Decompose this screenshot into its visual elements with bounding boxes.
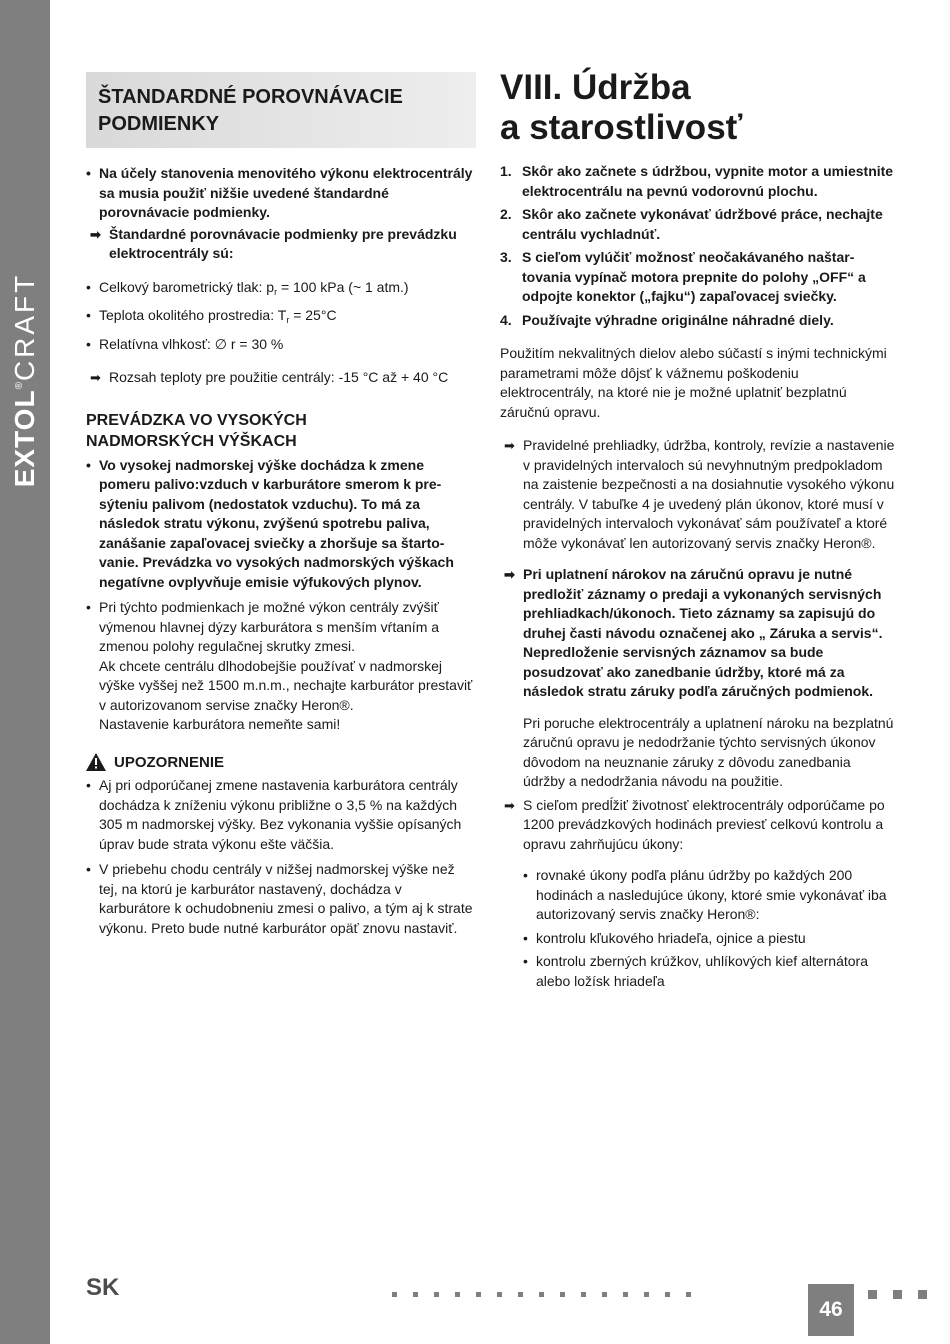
step-number: 1.	[500, 163, 512, 179]
step-item	[500, 205, 895, 244]
arrow-item: ➡ S cieľom predĺžiť životnosť elektrocentrály odporúčame po 1200 prevádzkových hodinách previesť celkovú kontrolu a opravu zahrňujúcu úkony:	[504, 796, 885, 852]
warning-list	[86, 776, 476, 938]
list-item: • rovnaké úkony podľa plánu údržby po každých 200 hodinách a nasledujúce úkony, ktoré smie vykonávať iba autorizovaný servis značky Heron®:	[523, 866, 895, 925]
footer-square	[893, 1290, 902, 1299]
footer-dot	[644, 1292, 649, 1297]
footer-dot	[560, 1292, 565, 1297]
list-item: • kontrolu kľukového hriadeľa, ojnice a piestu	[523, 929, 895, 949]
steps-list	[500, 162, 895, 330]
footer-dots	[392, 1292, 691, 1297]
footer-dot	[539, 1292, 544, 1297]
list-item: • Vo vysokej nadmorskej výške dochádza k zmene pomeru palivo:vzduch v karburátore smerom k presýteniu palivom (nedostatok vzduchu). To má za následok stratu výkonu, zvýšenú spotrebu paliva, zanášanie zapaľovacej sviečky a zhoršuje sa štartovanie. Prevádzka vo vysokých nadmorských výškach negatívne ovplyvňuje emisie výfukových plynov.	[86, 456, 476, 593]
page-title: VIII. Údržba a starostlivosť	[500, 68, 743, 147]
footer-dot	[455, 1292, 460, 1297]
left-column	[86, 72, 476, 938]
sidebar	[0, 0, 50, 1344]
list-item: • Pri týchto podmienkach je možné výkon centrály zvýšiť výmenou hlavnej dýzy karburátora s menším vŕtaním a zmenou polohy regulačnej skrutky zmesi. Ak chcete centrálu dlhodobejšie používať v nadmorskej výške vyššej než 1500 m.n.m., nechajte karburátor prestaviť v autorizovanom servise značky Heron®. Nastavenie karburátora nemeňte sami!	[86, 598, 476, 735]
arrow-item: ➡ Rozsah teploty pre použitie centrály: -15 °C až + 40 °C	[86, 368, 476, 388]
brand-logo: EXTOL®CRAFT	[9, 272, 40, 488]
list-item: • Relatívna vlhkosť: ∅ r = 30 %	[86, 335, 476, 355]
section-title: PREVÁDZKA VO VYSOKÝCH NADMORSKÝCH VÝŠKACH	[86, 411, 307, 450]
section-heading: ŠTANDARDNÉ POROVNÁVACIE PODMIENKY	[86, 72, 476, 148]
arrow-item: ➡ Pri uplatnení nárokov na záručnú opravu je nutné predložiť záznamy o predaji a vykonaných servisných prehliadkach/úkonoch. Tieto záznamy sa zapisujú do druhej časti návodu označenej ako „ Záruka a servis“. Nepredloženie servisných záznamov sa bude posudzovať ako zanedbanie údržby, ktoré má za následok stratu záruky podľa záručných podmienok.	[504, 566, 883, 699]
footer-dot	[665, 1292, 670, 1297]
list-item: • V priebehu chodu centrály v nižšej nadmorskej výške než tej, na ktorú je karburátor nastavený, dochádza v karburátore k ochudobneniu zmesi o palivo, a tým aj k strate výkonu. Preto bude nutné karburátor opäť znovu nastaviť.	[86, 860, 476, 938]
paragraph: Pri poruche elektrocentrály a uplatnení nároku na bezplatnú záručnú opravu je nedodržanie týchto servisných úkonov dôvodom na neuznanie záruky z dôvodu zanedbania údržby a nedodržania návodu na použitie.	[523, 714, 894, 789]
step-number: 2.	[500, 206, 512, 222]
step-item	[500, 248, 895, 307]
footer-dot	[686, 1292, 691, 1297]
altitude-list	[86, 456, 476, 735]
arrow-icon: ➡	[504, 797, 515, 813]
step-item	[500, 162, 895, 201]
step-number: 3.	[500, 249, 512, 265]
paragraph: Použitím nekvalitných dielov alebo súčastí s inými technickými parametrami môže dôjsť k vážnemu poškodeniu elektrocentrály, na ktoré nie je možné uplatniť bezplatnú záručnú opravu.	[500, 345, 887, 420]
footer-dot	[497, 1292, 502, 1297]
conditions-list	[86, 278, 476, 355]
sub-list	[523, 866, 895, 991]
arrow-icon: ➡	[90, 226, 101, 242]
list-item: • Na účely stanovenia menovitého výkonu elektrocentrály sa musia použiť nižšie uvedené štandardné porovnávacie podmienky.	[86, 164, 476, 223]
step-text: Používajte výhradne originálne náhradné diely.	[522, 311, 834, 328]
footer-square	[918, 1290, 927, 1299]
arrow-icon: ➡	[90, 370, 101, 385]
footer-dot	[623, 1292, 628, 1297]
arrow-item: ➡ Štandardné porovnávacie podmienky pre prevádzku elektrocentrály sú:	[90, 225, 457, 261]
list-item: • Teplota okolitého prostredia: $T_r = 25^\circ C$	[86, 306, 476, 331]
list-item: • kontrolu zberných krúžkov, uhlíkových kief alternátora alebo ložísk hriadeľa	[523, 952, 895, 991]
footer-square	[868, 1290, 877, 1299]
step-text: Skôr ako začnete s údržbou, vypnite motor a umiestnite elektrocentrálu na pevnú vodorovnú plochu.	[522, 163, 894, 199]
arrow-item: ➡ Pravidelné prehliadky, údržba, kontroly, revízie a nastavenie v pravidelných intervaloch sú nevyhnutným predpokladom na zaistenie bezpečnosti a na dosiahnutie vysokého výkonu centrály. V tabuľke 4 je uvedený plán úkonov, ktoré musí v pravidelných intervaloch vykonávať sám používateľ a ktoré môže vykonávať len autorizovaný servis značky Heron®.	[504, 437, 895, 551]
list-item: • Celkový barometrický tlak: $p_r = 100$ kPa (~ 1 atm.)	[86, 278, 476, 303]
footer-dot	[392, 1292, 397, 1297]
footer-dot	[413, 1292, 418, 1297]
step-number: 4.	[500, 311, 512, 328]
intro-list	[86, 164, 476, 223]
warning-title: UPOZORNENIE	[86, 753, 476, 773]
arrow-icon: ➡	[504, 567, 515, 582]
footer-dot	[434, 1292, 439, 1297]
step-text: S cieľom vylúčiť možnosť neočakávaného naštartovania vypínač motora prepnite do polohy „OFF“ a odpojte konektor („fajku“) zapaľovacej sviečky.	[522, 249, 866, 304]
footer-dot	[581, 1292, 586, 1297]
arrow-icon: ➡	[504, 438, 515, 453]
right-column	[500, 68, 895, 995]
footer-dot	[476, 1292, 481, 1297]
footer-dot	[602, 1292, 607, 1297]
list-item: • Aj pri odporúčanej zmene nastavenia karburátora centrály dochádza k zníženiu výkonu približne o 3,5 % na každých 305 m nadmorskej výšky. Bez vykonania vyššie opísaných úprav bude strata výkonu ešte väčšia.	[86, 776, 476, 854]
page-number: 46	[808, 1284, 854, 1336]
footer-dot	[518, 1292, 523, 1297]
warning-icon	[86, 753, 106, 771]
step-item	[500, 311, 895, 331]
step-text: Skôr ako začnete vykonávať údržbové práce, nechajte centrálu vychladnúť.	[522, 206, 883, 242]
language-code: SK	[86, 1274, 120, 1301]
